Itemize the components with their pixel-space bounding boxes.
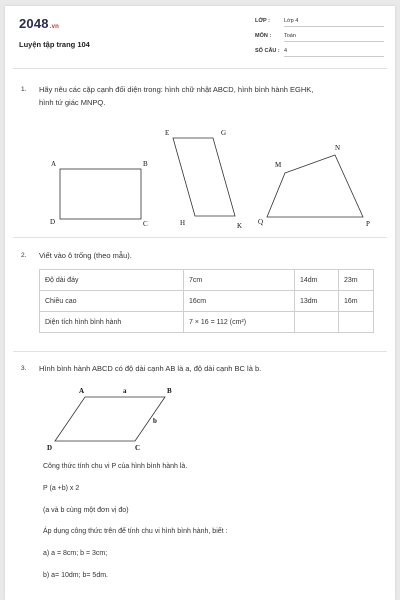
label-M: M <box>275 161 282 169</box>
table-cell: 23m <box>339 270 374 291</box>
question-2-text: Viết vào ô trống (theo mẫu). <box>39 251 132 260</box>
section-divider-2 <box>13 351 387 352</box>
question-1-line-1: Hãy nêu các cặp cạnh đối diện trong: hình chữ nhật ABCD, hình bình hành EGHK, <box>39 85 314 94</box>
case-a: a) a = 8cm; b = 3cm; <box>43 550 108 557</box>
label-E: E <box>165 129 170 137</box>
table-cell: Độ dài đáy <box>40 270 184 291</box>
area-table <box>39 269 374 333</box>
label-side-a: a <box>123 387 127 395</box>
meta-class-value: Lớp 4 <box>284 18 384 27</box>
label-N: N <box>335 144 341 152</box>
table-cell: Chiều cao <box>40 291 184 312</box>
label-side-b: b <box>153 417 157 425</box>
table-cell: 7 × 16 = 112 (cm²) <box>184 312 295 333</box>
formula-intro: Công thức tính chu vi P của hình bình hành là. <box>43 463 188 470</box>
meta-class-row <box>255 18 385 32</box>
meta-count-label: SỐ CÂU : <box>255 48 280 54</box>
meta-class-label: LỚP : <box>255 18 270 24</box>
label-D: D <box>47 444 53 452</box>
lesson-title: Luyện tập trang 104 <box>19 40 90 49</box>
label-D: D <box>50 218 56 226</box>
table-cell: Diện tích hình bình hành <box>40 312 184 333</box>
label-C: C <box>143 220 148 228</box>
site-logo[interactable] <box>19 16 59 31</box>
label-P: P <box>366 220 370 228</box>
label-Q: Q <box>258 218 264 226</box>
parallelogram-abcd <box>55 397 165 441</box>
table-row <box>40 270 374 291</box>
meta-count-row <box>255 48 385 62</box>
question-1-text <box>39 83 313 109</box>
label-B: B <box>143 160 148 168</box>
label-H: H <box>180 219 186 227</box>
question-1-line-2: hình tứ giác MNPQ. <box>39 98 106 107</box>
parallelogram-eghk <box>173 138 235 216</box>
answer-input-cell[interactable] <box>339 312 374 333</box>
table-cell: 16cm <box>184 291 295 312</box>
worksheet-page <box>5 6 395 600</box>
quadrilateral-mnpq <box>267 155 363 217</box>
worksheet-header <box>5 6 395 66</box>
table-cell: 13dm <box>295 291 339 312</box>
question-1-figures <box>5 116 395 231</box>
formula: P (a +b) x 2 <box>43 485 80 492</box>
table-cell: 16m <box>339 291 374 312</box>
case-b: b) a= 10dm; b= 5dm. <box>43 572 108 579</box>
question-1-number: 1. <box>21 86 27 93</box>
apply-instruction: Áp dụng công thức trên để tính chu vi hình bình hành, biết : <box>43 528 228 535</box>
label-A: A <box>51 160 57 168</box>
table-row <box>40 312 374 333</box>
section-divider-1 <box>13 237 387 238</box>
table-row <box>40 291 374 312</box>
label-B: B <box>167 387 172 395</box>
parallelogram-abcd-figure <box>5 381 225 461</box>
meta-count-value: 4 <box>284 48 384 57</box>
table-cell: 14dm <box>295 270 339 291</box>
label-G: G <box>221 129 227 137</box>
rectangle-abcd <box>60 169 141 219</box>
question-2-number: 2. <box>21 252 27 259</box>
table-cell: 7cm <box>184 270 295 291</box>
answer-input-cell[interactable] <box>295 312 339 333</box>
label-A: A <box>79 387 85 395</box>
meta-subject-value: Toán <box>284 33 384 42</box>
question-3-number: 3. <box>21 365 27 372</box>
unit-note: (a và b cùng một đơn vị đo) <box>43 507 129 514</box>
logo-text: 2048 <box>19 16 49 31</box>
label-C: C <box>135 444 141 452</box>
logo-suffix: .vn <box>49 24 60 30</box>
meta-subject-label: MÔN : <box>255 33 272 39</box>
header-divider <box>13 68 387 69</box>
label-K: K <box>237 222 243 230</box>
question-3-text: Hình bình hành ABCD có độ dài cạnh AB là a, độ dài cạnh BC là b. <box>39 364 262 373</box>
meta-subject-row <box>255 33 385 47</box>
